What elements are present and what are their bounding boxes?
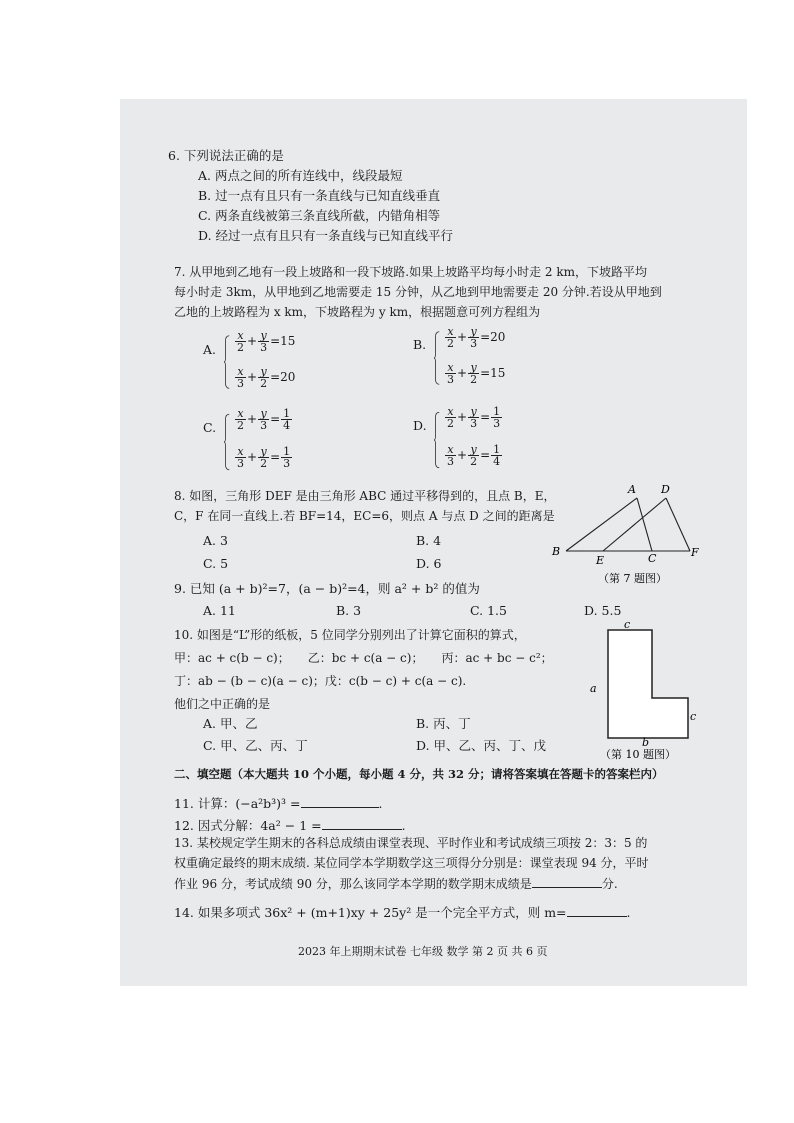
q6-option-d: D. 经过一点有且只有一条直线与已知直线平行	[198, 228, 454, 243]
point-b-label: B	[552, 545, 561, 558]
point-c-label: C	[648, 552, 657, 565]
q10-figure-caption: （第 10 题图）	[600, 748, 676, 761]
q10-line-3: 丁：ab − (b − c)(a − c)；戊：c(b − c) + c(a − c).	[174, 674, 467, 688]
side-ba	[566, 498, 637, 551]
q7-option-b-label: B.	[413, 337, 427, 352]
q7-line-1: 7. 从甲地到乙地有一段上坡路和一段下坡路.如果上坡路平均每小时走 2 km，下坡路平均	[174, 265, 647, 279]
q11: 11. 计算：(−a²b³)³ = .	[174, 796, 383, 811]
q6-option-a: A. 两点之间的所有连线中，线段最短	[198, 168, 403, 183]
q13-line-2: 权重确定最终的期末成绩. 某位同学本学期数学这三项得分分别是：课堂表现 94 分，平时	[174, 856, 649, 870]
q14: 14. 如果多项式 36x² + (m+1)xy + 25y² 是一个完全平方式，则 m= .	[174, 905, 631, 920]
l-shape	[608, 630, 688, 738]
q7-option-d-system: $\frac{x}{2}$ + $\frac{y}{3}$ = $\frac{1}{3}$ $\frac{x}{3}$ + $\frac{y}{2}$ = $\frac{1}{4}$	[434, 402, 524, 478]
q10-option-d: D. 甲、乙、丙、丁、戊	[416, 738, 547, 753]
point-a-label: A	[628, 483, 636, 496]
q10-line-4: 他们之中正确的是	[174, 697, 271, 711]
q8-triangle-figure	[548, 478, 708, 588]
q11-answer-blank[interactable]	[301, 795, 379, 808]
q12: 12. 因式分解：4a² − 1 = .	[174, 818, 406, 833]
q8-line-2: C，F 在同一直线上.若 BF=14，EC=6，则点 A 与点 D 之间的距离是	[174, 509, 555, 523]
q13-line-3: 作业 96 分，考试成绩 90 分，那么该同学本学期的数学期末成绩是 分.	[174, 877, 618, 891]
q9-option-b: B. 3	[336, 603, 362, 618]
q10-line-2: 甲：ac + c(b − c)； 乙：bc + c(a − c)； 丙：ac + bc − c²；	[174, 651, 553, 665]
side-df	[666, 498, 690, 551]
q7-option-c-system: $\frac{x}{2}$ + $\frac{y}{3}$ = $\frac{1}{4}$ $\frac{x}{3}$ + $\frac{y}{2}$ = $\frac{1}{3}$	[224, 404, 314, 480]
point-e-label: E	[596, 554, 605, 567]
q12-answer-blank[interactable]	[322, 817, 402, 830]
page-footer: 2023 年上期期末试卷 七年级 数学 第 2 页 共 6 页	[298, 945, 548, 958]
q10-option-c: C. 甲、乙、丙、丁	[203, 738, 308, 753]
q10-line-1: 10. 如图是“L”形的纸板，5 位同学分别列出了计算它面积的算式，	[174, 628, 526, 642]
q6-option-b: B. 过一点有且只有一条直线与已知直线垂直	[198, 188, 441, 203]
q10-option-b: B. 丙、丁	[416, 716, 471, 731]
side-ac	[637, 498, 652, 551]
q8-line-1: 8. 如图，三角形 DEF 是由三角形 ABC 通过平移得到的，且点 B，E，	[174, 489, 556, 503]
q7-option-c-label: C.	[203, 420, 217, 435]
label-bottom-b: b	[642, 736, 650, 749]
side-ed	[603, 498, 666, 551]
q9-option-d: D. 5.5	[584, 603, 622, 618]
q8-figure-caption: （第 7 题图）	[598, 572, 667, 585]
q7-option-d-label: D.	[413, 418, 427, 433]
label-top-c: c	[624, 618, 631, 631]
q9-option-c: C. 1.5	[470, 603, 507, 618]
q8-option-c: C. 5	[203, 556, 229, 571]
q6-stem: 6. 下列说法正确的是	[168, 148, 284, 163]
q9-stem: 9. 已知 (a + b)²=7，(a − b)²=4，则 a² + b² 的值为	[174, 581, 480, 596]
q13-line-1: 13. 某校规定学生期末的各科总成绩由课堂表现、平时作业和考试成绩三项按 2：3：5 的	[174, 836, 648, 850]
q13-answer-blank[interactable]	[532, 875, 602, 888]
q14-answer-blank[interactable]	[567, 904, 627, 917]
q7-option-b-system: $\frac{x}{2}$ + $\frac{y}{3}$ =20 $\frac{x}{3}$ + $\frac{y}{2}$ =15	[434, 322, 524, 394]
q8-option-b: B. 4	[416, 533, 442, 548]
point-f-label: F	[691, 546, 699, 559]
q8-option-a: A. 3	[203, 533, 228, 548]
label-left-a: a	[590, 682, 597, 695]
section-2-heading: 二、填空题（本大题共 10 个小题，每小题 4 分，共 32 分；请将答案填在答题卡的答案栏内）	[174, 767, 664, 781]
q10-option-a: A. 甲、乙	[203, 716, 258, 731]
q7-line-2: 每小时走 3km，从甲地到乙地需要走 15 分钟，从乙地到甲地需要走 20 分钟.若设从甲地到	[174, 285, 662, 299]
q6-option-c: C. 两条直线被第三条直线所截，内错角相等	[198, 208, 441, 223]
q7-option-a-system: $\frac{x}{2}$ + $\frac{y}{3}$ =15 $\frac{x}{3}$ + $\frac{y}{2}$ =20	[224, 326, 314, 398]
q10-l-shape-figure	[584, 616, 704, 764]
q7-line-3: 乙地的上坡路程为 x km，下坡路程为 y km，根据题意可列方程组为	[174, 305, 541, 319]
q8-option-d: D. 6	[416, 556, 442, 571]
q9-option-a: A. 11	[203, 603, 236, 618]
label-right-c: c	[690, 710, 697, 723]
point-d-label: D	[661, 483, 670, 496]
q7-option-a-label: A.	[203, 342, 217, 357]
